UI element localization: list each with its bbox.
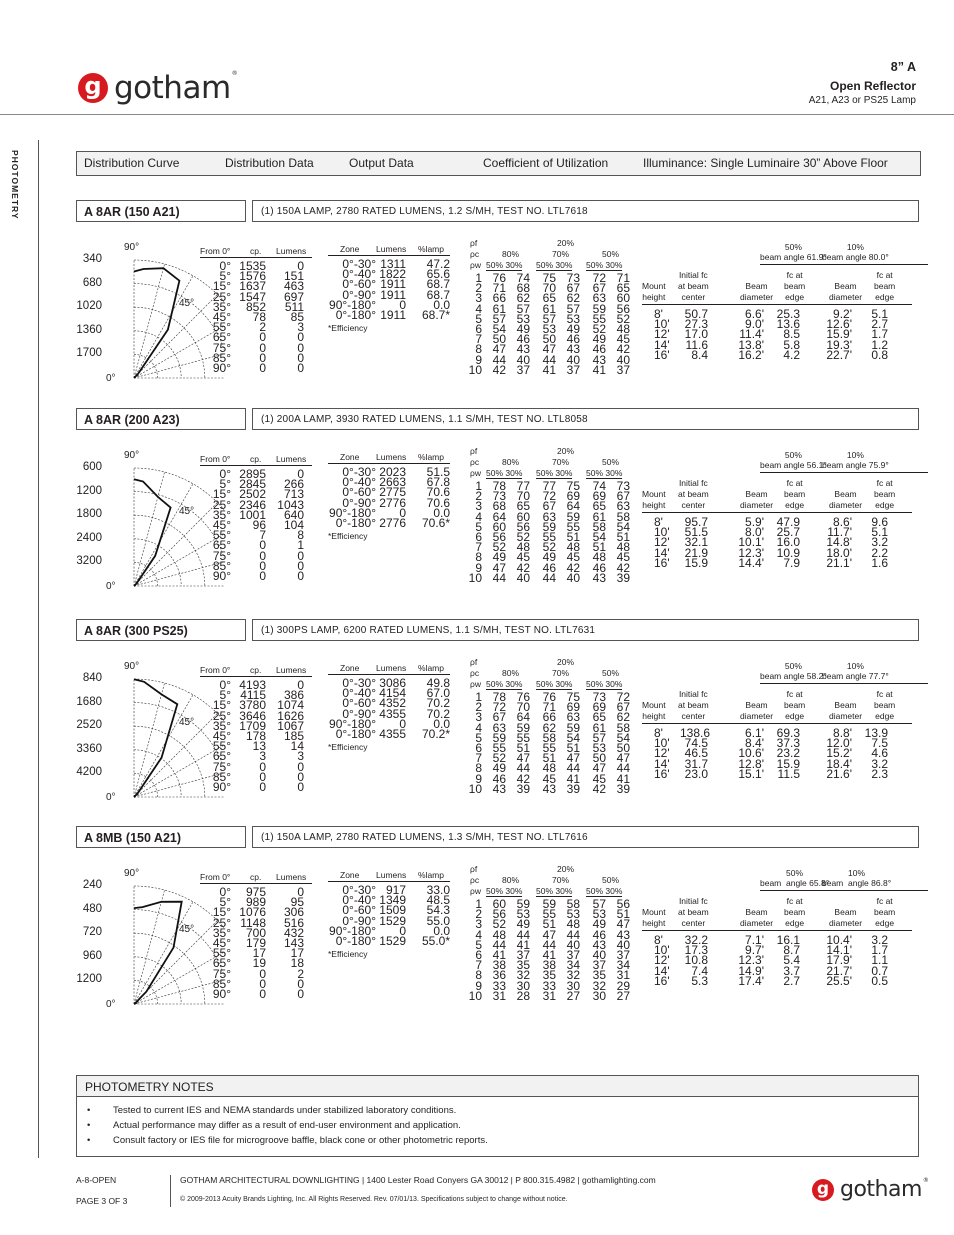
pw-group-label: 50% 30% (486, 679, 523, 689)
mount-head: Mount height (642, 281, 666, 302)
beam-diam-50-column: 5.9' 8.0' 10.1' 12.3' 14.4' (738, 515, 764, 570)
edge-fc-50-column: 16.1 8.7 5.4 3.7 2.7 (776, 933, 800, 988)
cu-column: 74 69 65 61 58 54 51 48 46 43 (592, 479, 606, 585)
dist-head-cp: cp. (250, 872, 262, 882)
pc-label: ρc (470, 668, 480, 678)
zone-pct: 51.5 67.8 70.6 70.6 0.0 70.6* (421, 465, 450, 531)
dist-head-cp: cp. (250, 246, 262, 256)
efficiency-note: *Efficiency (328, 742, 368, 752)
pw-group-label: 50% 30% (486, 260, 523, 270)
cu-column: 75 69 64 59 55 51 48 45 42 40 (566, 479, 580, 585)
cu-column: 60 56 52 48 44 41 38 36 33 31 (492, 897, 506, 1003)
beam-10-head: 10% beam angle 86.8° (822, 868, 892, 888)
zone-lumens: 1311 1822 1911 1911 0 1911 (379, 257, 406, 323)
pc-group-label: 70% (552, 457, 570, 467)
beam-diam-50-head: Beam diameter (740, 907, 774, 928)
initial-fc-head: Initial fc at beam center (678, 689, 709, 721)
zone-pct-head: %lamp (418, 870, 444, 880)
polar-spoke (134, 683, 165, 797)
zones: 0°-30° 0°-40° 0°-60° 0°-90° 90°-180° 0°-180° (329, 257, 376, 323)
pw-group-label: 50% 30% (536, 468, 573, 478)
section-title: A 8AR (300 PS25) (76, 619, 246, 641)
edge-fc-10-column: 13.9 7.5 4.6 3.2 2.3 (864, 726, 888, 781)
scale-label: 1700 (76, 347, 102, 360)
beam-10-head: 10% beam angle 75.9° (822, 450, 889, 470)
beam-rule (760, 890, 928, 891)
dist-head-lumens: Lumens (276, 246, 307, 256)
angle-0-label: 0° (106, 581, 116, 592)
dist-head-from: From 0° (200, 872, 231, 882)
notes-list (76, 1097, 919, 1157)
rcr-column: 1 2 3 4 5 6 7 8 9 10 (468, 479, 482, 585)
mount-height-column: 8' 10' 12' 14' 16' (654, 307, 670, 362)
notes-title: PHOTOMETRY NOTES (76, 1075, 919, 1097)
cu-column: 57 53 49 46 43 40 37 35 32 30 (592, 897, 606, 1003)
polar-spoke (134, 695, 193, 797)
scale-label: 2520 (76, 719, 102, 732)
zone-pct-head: %lamp (418, 663, 444, 673)
edge-fc-50-column: 25.3 13.6 8.5 5.8 4.2 (776, 307, 800, 362)
mount-height-column: 8' 10' 12' 14' 16' (654, 726, 670, 781)
pw-group-label: 50% 30% (586, 260, 623, 270)
beam-diam-10-head: Beam diameter (829, 281, 863, 302)
gotham-logo (78, 70, 237, 106)
scale-label: 1800 (76, 508, 102, 521)
beam-50-head: 50% beam angle 65.8° (760, 868, 830, 888)
beam-rule (760, 683, 928, 684)
dist-candela: 2895 2845 2502 2346 1001 96 7 0 0 0 0 (239, 467, 266, 584)
candela-curve (134, 902, 182, 1004)
dist-lumens: 0 151 463 697 511 85 3 0 0 0 0 (283, 259, 304, 376)
edge-fc-50-head: fc at beam edge (784, 478, 806, 510)
beam-diam-10-column: 9.2' 12.6' 15.9' 19.3' 22.7' (826, 307, 852, 362)
output-rule (328, 881, 450, 882)
scale-label: 600 (82, 461, 102, 473)
cu-column: 76 71 66 61 57 54 50 47 44 42 (492, 271, 506, 377)
dist-candela: 1535 1576 1637 1547 852 78 2 0 0 0 0 (239, 259, 266, 376)
angle-90-label: 90° (124, 661, 140, 672)
illum-rule (642, 304, 912, 305)
initial-fc-head: Initial fc at beam center (678, 270, 709, 302)
pc-top-label: 20% (557, 238, 575, 248)
scale-label: 3200 (76, 555, 102, 568)
angle-45-label: 45° (179, 924, 195, 935)
pc-top-label: 20% (557, 446, 575, 456)
pc-group-label: 50% (602, 249, 620, 259)
angle-90-label: 90° (124, 242, 140, 253)
cu-column: 77 72 67 63 59 55 52 49 46 44 (542, 479, 556, 585)
cu-column: 73 67 62 57 53 49 46 43 40 37 (566, 271, 580, 377)
pw-group-label: 50% 30% (586, 468, 623, 478)
scale-label: 4200 (76, 766, 102, 779)
efficiency-note: *Efficiency (328, 949, 368, 959)
brand-name: gotham® (840, 1177, 929, 1202)
cu-column: 77 70 65 60 56 52 48 45 42 40 (516, 479, 530, 585)
mount-head: Mount height (642, 489, 666, 510)
test-info: (1) 300PS LAMP, 6200 RATED LUMENS, 1.1 S/MH, TEST NO. LTL7631 (252, 619, 919, 641)
polar-spoke (134, 276, 193, 378)
scale-label: 1200 (76, 484, 102, 497)
cu-column: 59 55 51 47 44 41 38 35 33 31 (542, 897, 556, 1003)
beam-10-head: 10% beam angle 77.7° (822, 661, 889, 681)
initial-fc-column: 32.2 17.3 10.8 7.4 5.3 (684, 933, 708, 988)
edge-fc-50-head: fc at beam edge (784, 689, 806, 721)
zone-pct: 49.8 67.0 70.2 70.2 0.0 70.2* (421, 676, 450, 742)
edge-fc-50-head: fc at beam edge (784, 270, 806, 302)
edge-fc-10-head: fc at beam edge (874, 896, 896, 928)
dist-rule (200, 676, 312, 677)
angle-0-label: 0° (106, 792, 116, 803)
pf-label: ρf (470, 446, 478, 456)
angle-90-label: 90° (124, 450, 140, 461)
pc-top-label: 20% (557, 864, 575, 874)
edge-fc-50-column: 69.3 37.3 23.2 15.9 11.5 (776, 726, 800, 781)
pw-group-label: 50% 30% (536, 260, 573, 270)
pw-label: ρw (470, 679, 481, 689)
cu-column: 59 53 49 44 41 37 35 32 30 28 (516, 897, 530, 1003)
zones: 0°-30° 0°-40° 0°-60° 0°-90° 90°-180° 0°-180° (329, 465, 376, 531)
cu-column: 75 70 65 61 57 53 50 47 44 41 (542, 271, 556, 377)
cu-column: 74 68 62 57 53 49 46 43 40 37 (516, 271, 530, 377)
scale-label: 1200 (76, 973, 102, 986)
note-item: • Consult factory or IES file for microgroove baffle, black cone or other photometric reports. (113, 1135, 488, 1146)
cu-column: 73 67 63 58 54 51 48 45 42 39 (616, 479, 630, 585)
cu-column: 76 70 64 59 55 51 47 44 42 39 (516, 690, 530, 796)
pc-label: ρc (470, 875, 480, 885)
cu-column: 72 67 62 58 54 50 47 44 41 39 (616, 690, 630, 796)
note-item: • Actual performance may differ as a result of end-user environment and application. (113, 1120, 461, 1131)
test-info: (1) 200A LAMP, 3930 RATED LUMENS, 1.1 S/MH, TEST NO. LTL8058 (252, 408, 919, 430)
pc-label: ρc (470, 249, 480, 259)
lamp-types: A21, A23 or PS25 Lamp (808, 95, 916, 106)
initial-fc-column: 50.7 27.3 17.0 11.6 8.4 (684, 307, 708, 362)
scale-label: 480 (82, 902, 102, 915)
zone-head: Zone (340, 244, 360, 254)
initial-fc-column: 138.6 74.5 46.5 31.7 23.0 (680, 726, 711, 781)
initial-fc-head: Initial fc at beam center (678, 478, 709, 510)
beam-diam-50-column: 6.1' 8.4' 10.6' 12.8' 15.1' (738, 726, 764, 781)
dist-rule (200, 883, 312, 884)
dist-angles: 0° 5° 15° 25° 35° 45° 55° 65° 75° 85° 90° (212, 678, 231, 795)
pf-label: ρf (470, 864, 478, 874)
dist-angles: 0° 5° 15° 25° 35° 45° 55° 65° 75° 85° 90° (212, 259, 231, 376)
beam-10-head: 10% beam angle 80.0° (822, 242, 889, 262)
scale-label: 960 (82, 949, 102, 962)
angle-0-label: 0° (106, 373, 116, 384)
cu-column: 71 65 60 56 52 48 45 42 40 37 (616, 271, 630, 377)
tab-illuminance: Illuminance: Single Luminaire 30” Above Floor (643, 156, 888, 170)
footer-code: A-8-OPEN (76, 1175, 117, 1185)
pw-label: ρw (470, 260, 481, 270)
zone-pct-head: %lamp (418, 452, 444, 462)
pc-group-label: 70% (552, 668, 570, 678)
pw-label: ρw (470, 468, 481, 478)
gotham-g-icon: g (812, 1179, 834, 1201)
dist-head-from: From 0° (200, 454, 231, 464)
cu-column: 76 71 66 62 58 55 51 48 45 43 (542, 690, 556, 796)
dist-angles: 0° 5° 15° 25° 35° 45° 55° 65° 75° 85° 90° (212, 885, 231, 1002)
beam-50-head: 50% beam angle 58.2° (760, 661, 827, 681)
dist-head-lumens: Lumens (276, 665, 307, 675)
section-title: A 8AR (150 A21) (76, 200, 246, 222)
zone-head: Zone (340, 452, 360, 462)
angle-45-label: 45° (179, 298, 195, 309)
edge-fc-10-column: 5.1 2.7 1.7 1.2 0.8 (871, 307, 888, 362)
initial-fc-column: 95.7 51.5 32.1 21.9 15.9 (684, 515, 708, 570)
polar-spoke (134, 264, 165, 378)
section-body (76, 655, 919, 815)
pc-group-label: 50% (602, 457, 620, 467)
initial-fc-head: Initial fc at beam center (678, 896, 709, 928)
polar-spoke (134, 484, 193, 586)
edge-fc-10-column: 9.6 5.1 3.2 2.2 1.6 (871, 515, 888, 570)
pw-group-label: 50% 30% (536, 679, 573, 689)
output-rule (328, 463, 450, 464)
pc-group-label: 80% (502, 249, 520, 259)
angle-45-label: 45° (179, 506, 195, 517)
cu-column: 78 73 68 64 60 56 52 49 47 44 (492, 479, 506, 585)
beam-diam-10-column: 8.6' 11.7' 14.8' 18.0' 21.1' (826, 515, 852, 570)
tab-distribution-curve: Distribution Curve (84, 156, 180, 170)
dist-head-cp: cp. (250, 665, 262, 675)
pc-group-label: 70% (552, 249, 570, 259)
scale-label: 840 (82, 672, 102, 684)
pw-group-label: 50% 30% (536, 886, 573, 896)
efficiency-note: *Efficiency (328, 531, 368, 541)
beam-rule (760, 264, 928, 265)
sidebar-label: PHOTOMETRY (10, 150, 20, 220)
pc-group-label: 50% (602, 875, 620, 885)
polar-spoke (134, 902, 193, 1004)
zone-pct-head: %lamp (418, 244, 444, 254)
section-body (76, 236, 919, 396)
zone-lumens: 3086 4154 4352 4355 0 4355 (379, 676, 406, 742)
dist-head-cp: cp. (250, 454, 262, 464)
sidebar-rule (0, 140, 39, 1158)
pc-group-label: 80% (502, 875, 520, 885)
zone-lumens-head: Lumens (376, 870, 407, 880)
beam-diam-50-head: Beam diameter (740, 281, 774, 302)
product-subtitle: Open Reflector (829, 79, 916, 93)
edge-fc-50-head: fc at beam edge (784, 896, 806, 928)
dist-head-lumens: Lumens (276, 454, 307, 464)
zone-pct: 47.2 65.6 68.7 68.7 0.0 68.7* (421, 257, 450, 323)
mount-head: Mount height (642, 700, 666, 721)
beam-diam-10-head: Beam diameter (829, 489, 863, 510)
pc-group-label: 80% (502, 668, 520, 678)
dist-candela: 975 989 1076 1148 700 179 17 19 0 0 0 (239, 885, 266, 1002)
dist-lumens: 0 386 1074 1626 1067 185 14 3 0 0 0 (277, 678, 304, 795)
scale-label: 1680 (76, 695, 102, 708)
beam-diam-10-column: 8.8' 12.0' 15.2' 18.4' 21.6' (826, 726, 852, 781)
dist-angles: 0° 5° 15° 25° 35° 45° 55° 65° 75° 85° 90° (212, 467, 231, 584)
footer-copyright: © 2009-2013 Acuity Brands Lighting, Inc. All Rights Reserved. Rev. 07/01/13. Specifications subject to change without notice. (180, 1196, 568, 1203)
cu-column: 78 72 67 63 59 55 52 49 46 43 (492, 690, 506, 796)
illum-rule (642, 930, 912, 931)
dist-rule (200, 465, 312, 466)
efficiency-note: *Efficiency (328, 323, 368, 333)
test-info: (1) 150A LAMP, 2780 RATED LUMENS, 1.2 S/MH, TEST NO. LTL7618 (252, 200, 919, 222)
zone-pct: 33.0 48.5 54.3 55.0 0.0 55.0* (421, 883, 450, 949)
rcr-column: 1 2 3 4 5 6 7 8 9 10 (468, 897, 482, 1003)
output-rule (328, 674, 450, 675)
beam-rule (760, 472, 928, 473)
zones: 0°-30° 0°-40° 0°-60° 0°-90° 90°-180° 0°-180° (329, 883, 376, 949)
footer-logo (812, 1177, 928, 1202)
illum-rule (642, 723, 912, 724)
scale-label: 720 (82, 926, 102, 939)
tab-distribution-data: Distribution Data (225, 156, 314, 170)
pw-group-label: 50% 30% (486, 468, 523, 478)
beam-diam-50-column: 7.1' 9.7' 12.3' 14.9' 17.4' (738, 933, 764, 988)
beam-diam-10-head: Beam diameter (829, 907, 863, 928)
section-title: A 8MB (150 A21) (76, 826, 246, 848)
edge-fc-10-head: fc at beam edge (874, 270, 896, 302)
scale-label: 340 (82, 253, 102, 265)
pc-group-label: 80% (502, 457, 520, 467)
section-title: A 8AR (200 A23) (76, 408, 246, 430)
candela-curve (134, 679, 177, 797)
beam-50-head: 50% beam angle 56.1° (760, 450, 827, 470)
footer-divider (170, 1175, 171, 1207)
angle-45-label: 45° (179, 717, 195, 728)
tab-output-data: Output Data (349, 156, 414, 170)
scale-label: 1360 (76, 323, 102, 336)
beam-diam-10-head: Beam diameter (829, 700, 863, 721)
mount-height-column: 8' 10' 12' 14' 16' (654, 933, 670, 988)
edge-fc-10-head: fc at beam edge (874, 689, 896, 721)
scale-label: 680 (82, 276, 102, 289)
pw-group-label: 50% 30% (486, 886, 523, 896)
mount-head: Mount height (642, 907, 666, 928)
pc-label: ρc (470, 457, 480, 467)
product-title: 8” A (890, 60, 916, 74)
pf-label: ρf (470, 238, 478, 248)
beam-50-head: 50% beam angle 61.9° (760, 242, 827, 262)
tab-coefficient: Coefficient of Utilization (483, 156, 609, 170)
pw-label: ρw (470, 886, 481, 896)
edge-fc-10-column: 3.2 1.7 1.1 0.7 0.5 (871, 933, 888, 988)
section-tabs (76, 151, 921, 176)
cu-column: 72 67 63 59 55 52 49 46 43 41 (592, 271, 606, 377)
pf-label: ρf (470, 657, 478, 667)
beam-diam-10-column: 10.4' 14.1' 17.9' 21.7' 25.5' (826, 933, 852, 988)
cu-column: 56 51 47 43 40 37 34 31 29 27 (616, 897, 630, 1003)
candela-curve (134, 479, 171, 586)
scale-label: 3360 (76, 742, 102, 755)
footer-address: GOTHAM ARCHITECTURAL DOWNLIGHTING | 1400 Lester Road Conyers GA 30012 | P 800.315.4982 | gothamlighting.com (180, 1175, 656, 1185)
dist-head-from: From 0° (200, 246, 231, 256)
zone-lumens: 2023 2663 2775 2776 0 2776 (379, 465, 406, 531)
section-body (76, 862, 919, 1022)
cu-column: 73 69 65 61 57 53 50 47 45 42 (592, 690, 606, 796)
candela-curve (134, 268, 179, 378)
gotham-g-icon: g (78, 73, 108, 103)
dist-candela: 4193 4115 3780 3646 1709 178 13 3 0 0 0 (239, 678, 266, 795)
pc-top-label: 20% (557, 657, 575, 667)
dist-head-from: From 0° (200, 665, 231, 675)
dist-head-lumens: Lumens (276, 872, 307, 882)
cu-column: 75 69 63 59 54 51 47 44 41 39 (566, 690, 580, 796)
scale-label: 1020 (76, 300, 102, 313)
dist-rule (200, 257, 312, 258)
illum-rule (642, 512, 912, 513)
zone-lumens-head: Lumens (376, 244, 407, 254)
section-body (76, 444, 919, 604)
scale-label: 2400 (76, 531, 102, 544)
rcr-column: 1 2 3 4 5 6 7 8 9 10 (468, 690, 482, 796)
zones: 0°-30° 0°-40° 0°-60° 0°-90° 90°-180° 0°-180° (329, 676, 376, 742)
zone-head: Zone (340, 870, 360, 880)
scale-label: 240 (82, 879, 102, 891)
edge-fc-50-column: 47.9 25.7 16.0 10.9 7.9 (776, 515, 800, 570)
header-divider (0, 114, 954, 115)
zone-lumens: 917 1349 1509 1529 0 1529 (379, 883, 406, 949)
beam-diam-50-head: Beam diameter (740, 489, 774, 510)
rcr-column: 1 2 3 4 5 6 7 8 9 10 (468, 271, 482, 377)
edge-fc-10-head: fc at beam edge (874, 478, 896, 510)
zone-lumens-head: Lumens (376, 452, 407, 462)
note-item: • Tested to current IES and NEMA standards under stabilized laboratory conditions. (113, 1105, 456, 1116)
angle-90-label: 90° (124, 868, 140, 879)
output-rule (328, 255, 450, 256)
beam-diam-50-head: Beam diameter (740, 700, 774, 721)
mount-height-column: 8' 10' 12' 14' 16' (654, 515, 670, 570)
angle-0-label: 0° (106, 999, 116, 1010)
zone-head: Zone (340, 663, 360, 673)
dist-lumens: 0 266 713 1043 640 104 8 1 0 0 0 (277, 467, 304, 584)
footer-page: PAGE 3 OF 3 (76, 1196, 128, 1206)
pc-group-label: 50% (602, 668, 620, 678)
test-info: (1) 150A LAMP, 2780 RATED LUMENS, 1.3 S/MH, TEST NO. LTL7616 (252, 826, 919, 848)
pw-group-label: 50% 30% (586, 679, 623, 689)
pw-group-label: 50% 30% (586, 886, 623, 896)
cu-column: 58 53 48 44 40 37 34 32 30 27 (566, 897, 580, 1003)
dist-lumens: 0 95 306 516 432 143 17 18 2 0 0 (283, 885, 304, 1002)
brand-name: gotham® (114, 70, 238, 106)
zone-lumens-head: Lumens (376, 663, 407, 673)
beam-diam-50-column: 6.6' 9.0' 11.4' 13.8' 16.2' (738, 307, 764, 362)
pc-group-label: 70% (552, 875, 570, 885)
